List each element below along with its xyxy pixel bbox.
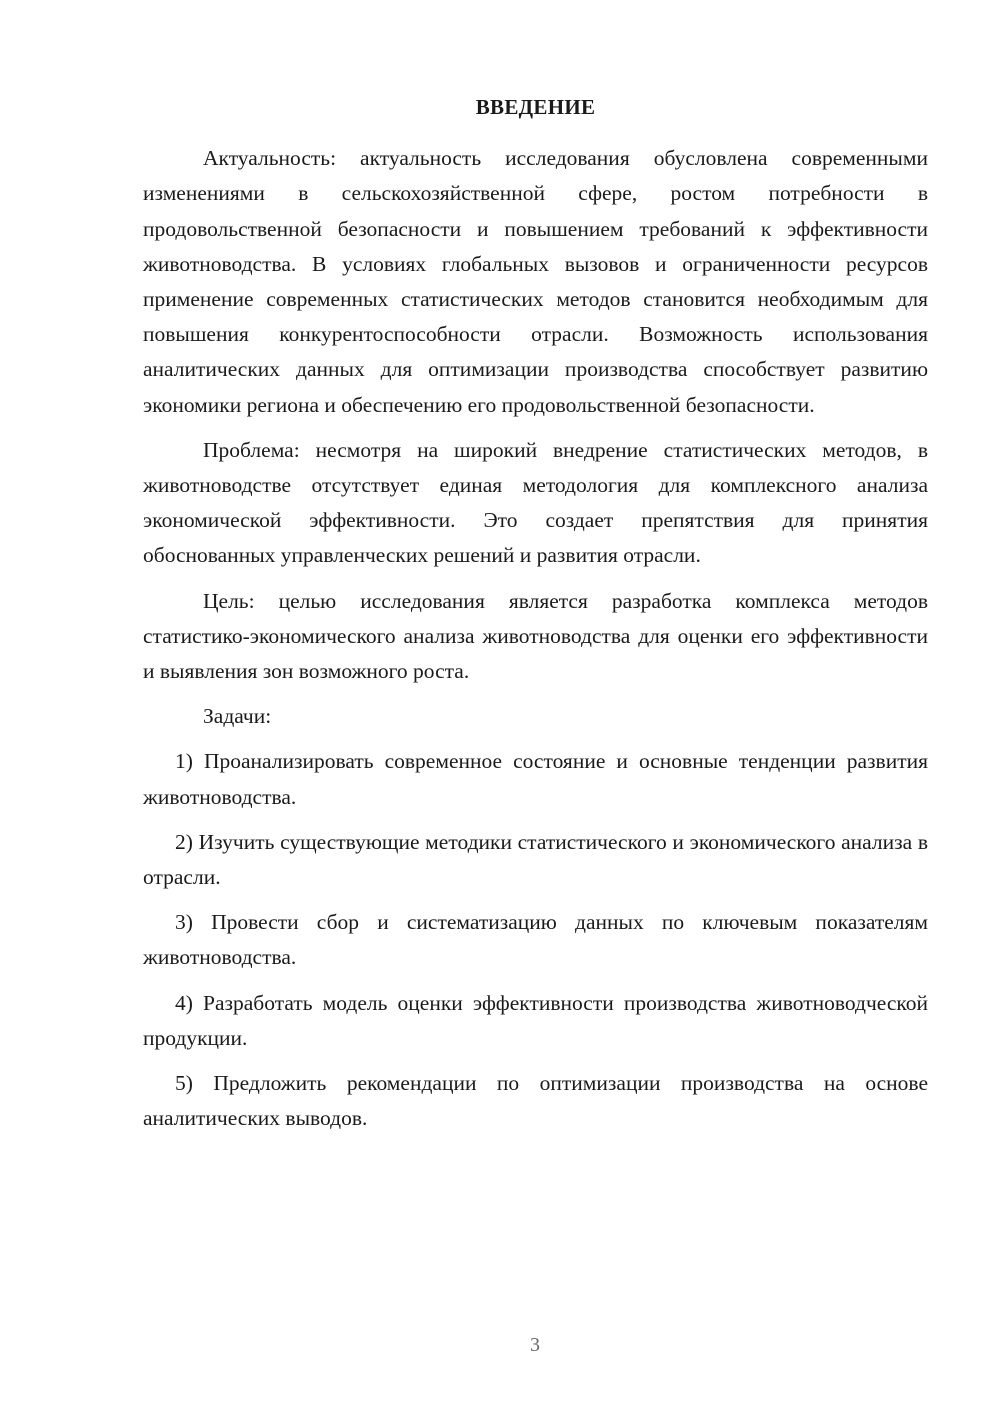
paragraph-problem: Проблема: несмотря на широкий внедрение статистических методов, в животноводстве отсутствует единая методология для комплексного анализа экономической эффективности. Это создает препятствия для принятия обоснованных управленческих решений и развития отрасли. bbox=[143, 437, 928, 568]
document-page bbox=[143, 90, 928, 1146]
page-number: 3 bbox=[530, 1334, 540, 1356]
list-item: 4) Разработать модель оценки эффективности производства животноводческой продукции. bbox=[143, 990, 928, 1050]
list-item: 5) Предложить рекомендации по оптимизации производства на основе аналитических выводов. bbox=[143, 1071, 928, 1131]
list-item: 1) Проанализировать современное состояние и основные тенденции развития животноводства. bbox=[143, 749, 928, 809]
list-item: 3) Провести сбор и систематизацию данных по ключевым показателям животноводства. bbox=[143, 910, 928, 970]
paragraph-goal: Цель: целью исследования является разработка комплекса методов статистико-экономического анализа животноводства для оценки его эффективности и выявления зон возможного роста. bbox=[143, 588, 928, 684]
list-item: 2) Изучить существующие методики статистического и экономического анализа в отрасли. bbox=[143, 829, 928, 890]
paragraph-relevance: Актуальность: актуальность исследования обусловлена современными изменениями в сельскохозяйственной сфере, ростом потребности в продовольственной безопасности и повышением требований к эффективности животноводства. В условиях глобальных вызовов и ограниченности ресурсов применение современных статистических методов становится необходимым для повышения конкурентоспособности отрасли. Возможность использования аналитических данных для оптимизации производства способствует развитию экономики региона и обеспечению его продовольственной безопасности. bbox=[143, 146, 928, 417]
page-title: ВВЕДЕНИЕ bbox=[475, 95, 596, 119]
tasks-heading: Задачи: bbox=[203, 704, 272, 729]
